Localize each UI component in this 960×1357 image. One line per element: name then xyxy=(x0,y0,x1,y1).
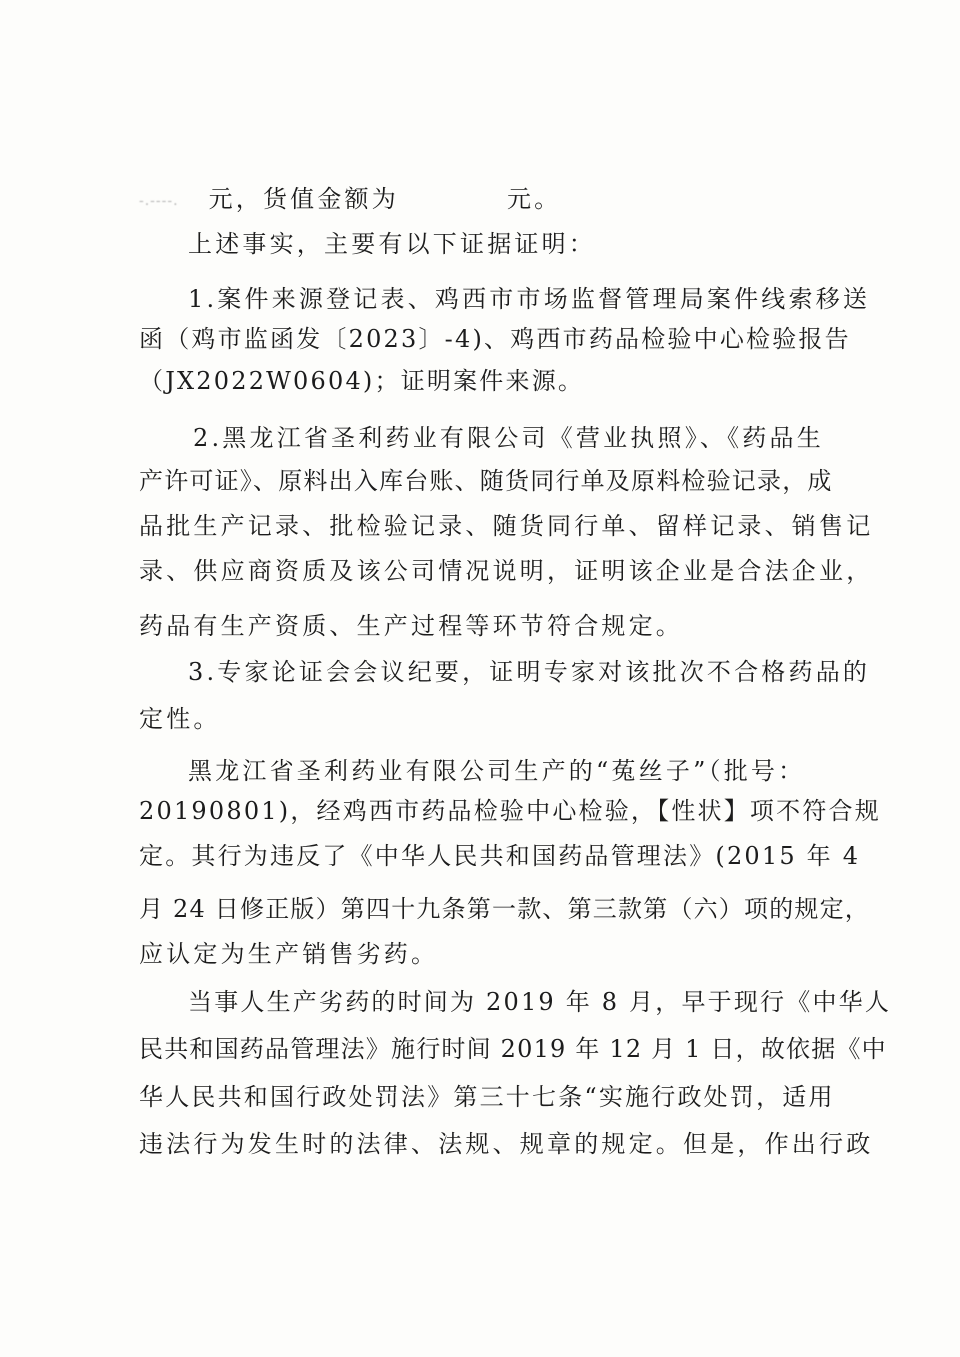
evidence-item-2-line-2: 产许可证》、原料出入库台账、随货同行单及原料检验记录，成 xyxy=(139,467,833,495)
evidence-item-1-line-2: 函（鸡市监函发〔2023〕-4)、鸡西市药品检验中心检验报告 xyxy=(139,325,851,353)
law-line-4: 违法行为发生时的法律、法规、规章的规定。但是，作出行政 xyxy=(139,1130,874,1158)
finding-line-2: 20190801)，经鸡西市药品检验中心检验，【性状】项不符合规 xyxy=(139,797,881,825)
redacted-amount: -.----. xyxy=(139,192,179,209)
evidence-item-2-line-5: 药品有生产资质、生产过程等环节符合规定。 xyxy=(139,612,683,640)
finding-line-4: 月 24 日修正版）第四十九条第一款、第三款第（六）项的规定， xyxy=(139,895,870,923)
finding-line-5: 应认定为生产销售劣药。 xyxy=(139,940,439,968)
law-line-3: 华人民共和国行政处罚法》第三十七条“实施行政处罚，适用 xyxy=(139,1083,835,1111)
law-line-2: 民共和国药品管理法》施行时间 2019 年 12 月 1 日，故依据《中 xyxy=(139,1035,887,1063)
amount-text-after: 元。 xyxy=(506,185,562,213)
evidence-item-3-line-2: 定性。 xyxy=(139,705,221,733)
evidence-item-1-line-1: 1.案件来源登记表、鸡西市市场监督管理局案件线索移送 xyxy=(188,285,871,313)
finding-line-3: 定。其行为违反了《中华人民共和国药品管理法》(2015 年 4 xyxy=(139,842,861,870)
evidence-item-3-line-1: 3.专家论证会会议纪要，证明专家对该批次不合格药品的 xyxy=(188,658,871,686)
evidence-heading: 上述事实，主要有以下证据证明： xyxy=(188,230,596,258)
finding-line-1: 黑龙江省圣利药业有限公司生产的“菟丝子”（批号： xyxy=(188,757,806,785)
law-line-1: 当事人生产劣药的时间为 2019 年 8 月，早于现行《中华人 xyxy=(188,988,892,1016)
evidence-item-2-line-1: 2.黑龙江省圣利药业有限公司《营业执照》、《药品生 xyxy=(193,424,824,452)
amount-line xyxy=(139,183,819,215)
evidence-item-2-line-4: 录、供应商资质及该公司情况说明，证明该企业是合法企业， xyxy=(139,557,874,585)
evidence-item-1-line-3: （JX2022W0604)；证明案件来源。 xyxy=(139,367,585,395)
amount-text-before: 元，货值金额为 xyxy=(208,185,399,213)
evidence-item-2-line-3: 品批生产记录、批检验记录、随货同行单、留样记录、销售记 xyxy=(139,512,874,540)
